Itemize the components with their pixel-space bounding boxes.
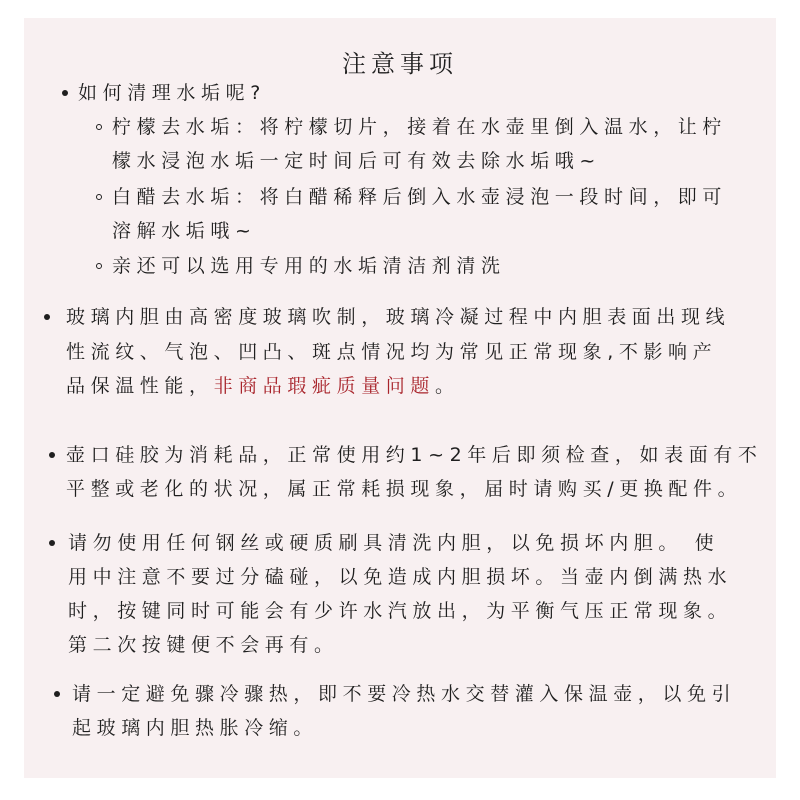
brush-line-4: 第二次按键便不会再有。 xyxy=(68,634,339,656)
silicone-line-2: 平整或老化的状况，属正常耗损现象，届时请购买/更换配件。 xyxy=(66,478,743,500)
thermal-line-2: 起玻璃内胆热胀冷缩。 xyxy=(72,717,319,739)
bullet-thermal xyxy=(54,691,60,697)
glass-line-3 xyxy=(66,373,460,399)
descale-heading: 如何清理水垢呢? xyxy=(78,82,266,104)
glass-line-3-suffix: 。 xyxy=(435,375,460,397)
bullet-glass xyxy=(44,314,50,320)
brush-line-3: 时，按键同时可能会有少许水汽放出，为平衡气压正常现象。 xyxy=(68,600,733,622)
brush-line-1: 请勿使用任何钢丝或硬质刷具清洗内胆，以免损坏内胆。 使 xyxy=(68,532,720,554)
sub-bullet-vinegar xyxy=(96,194,102,200)
cleaner-line: 亲还可以选用专用的水垢清洁剂清洗 xyxy=(112,255,506,277)
lemon-line-2: 檬水浸泡水垢一定时间后可有效去除水垢哦~ xyxy=(112,150,601,172)
sub-bullet-lemon xyxy=(96,124,102,130)
bullet-silicone xyxy=(49,452,55,458)
sub-bullet-cleaner xyxy=(96,263,102,269)
bullet-brush xyxy=(49,540,55,546)
glass-line-2: 性流纹、气泡、凹凸、斑点情况均为常见正常现象,不影响产 xyxy=(66,341,718,363)
quality-disclaimer: 非商品瑕疵质量问题 xyxy=(213,375,436,397)
vinegar-line-1: 白醋去水垢：将白醋稀释后倒入水壶浸泡一段时间，即可 xyxy=(112,186,728,208)
bullet-descale xyxy=(62,90,68,96)
lemon-line-1: 柠檬去水垢：将柠檬切片，接着在水壶里倒入温水，让柠 xyxy=(112,116,728,138)
notice-panel xyxy=(24,18,776,778)
silicone-line-1: 壶口硅胶为消耗品，正常使用约1~2年后即须检查，如表面有不 xyxy=(66,444,763,466)
vinegar-line-2: 溶解水垢哦~ xyxy=(112,220,257,242)
thermal-line-1: 请一定避免骤冷骤热，即不要冷热水交替灌入保温壶，以免引 xyxy=(72,683,737,705)
brush-line-2: 用中注意不要过分磕碰，以免造成内胆损坏。当壶内倒满热水 xyxy=(68,566,733,588)
glass-line-3-prefix: 品保温性能， xyxy=(66,375,214,397)
glass-line-1: 玻璃内胆由高密度玻璃吹制，玻璃冷凝过程中内胆表面出现线 xyxy=(66,306,731,328)
page-title: 注意事项 xyxy=(342,50,458,78)
